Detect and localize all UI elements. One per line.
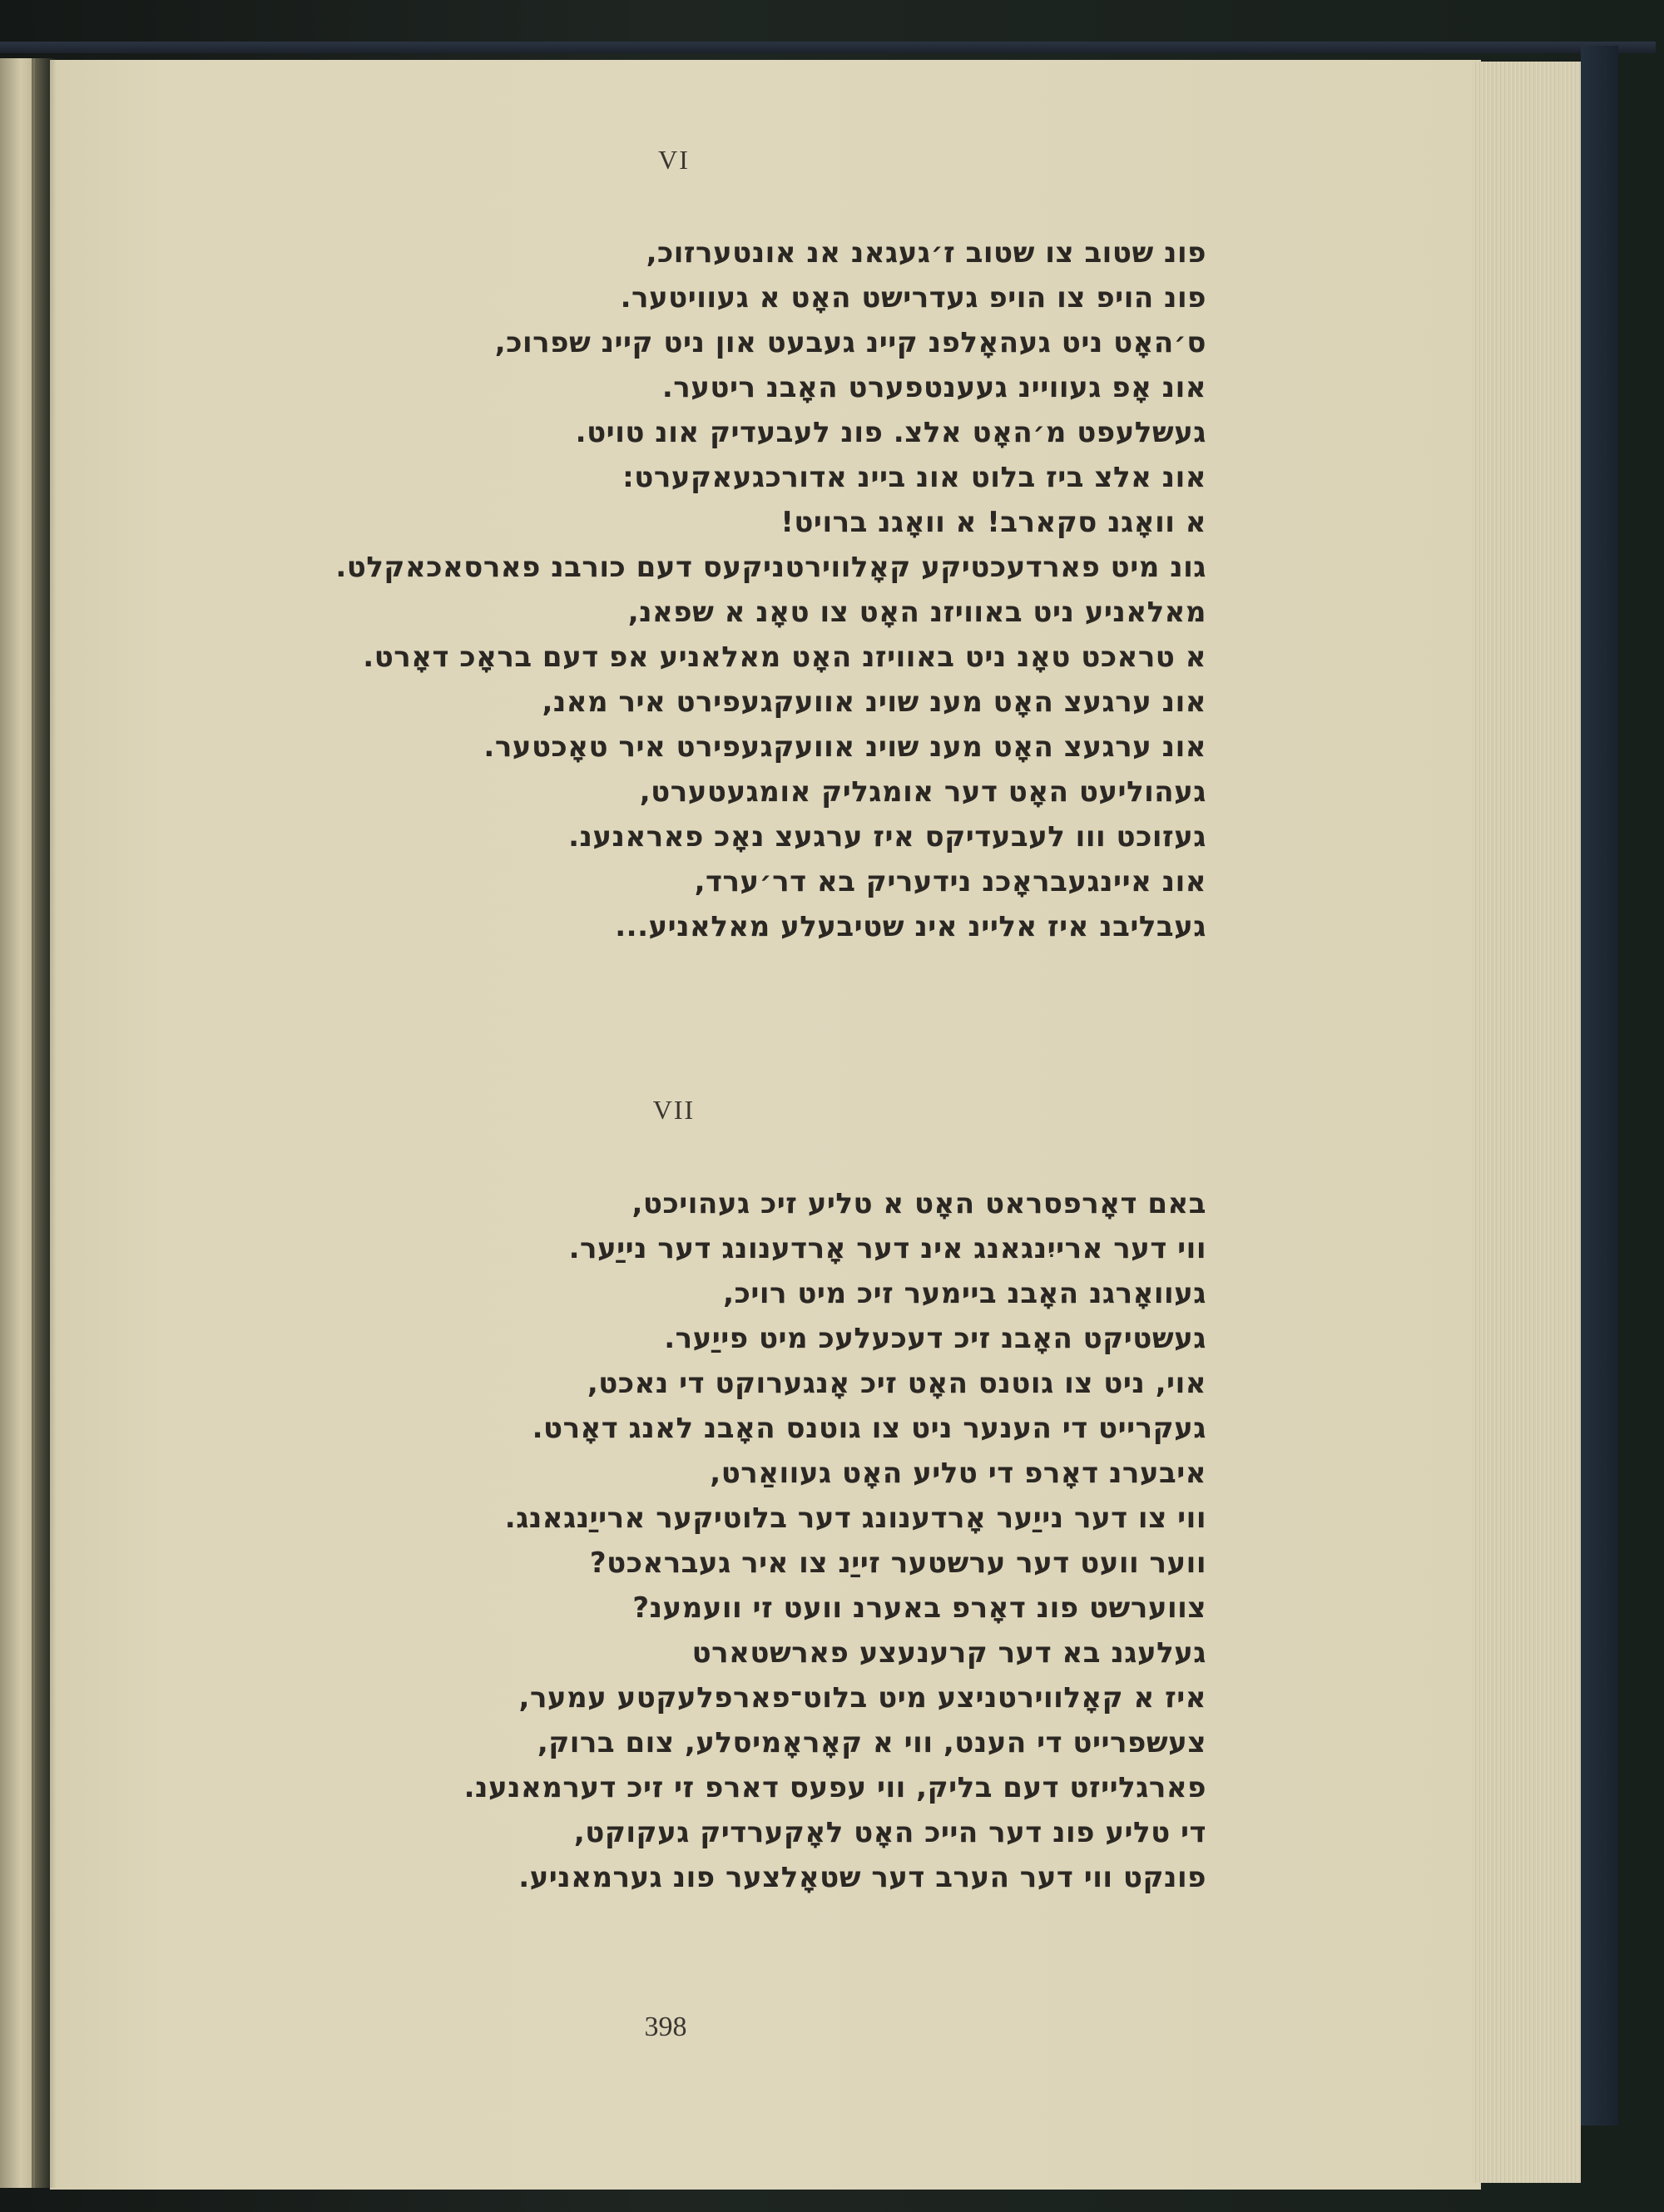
poem-line: גונ מיט פארדעכטיקע קאָלווירטניקעס דעם כורבנ פארסאכאקלט. (335, 551, 1206, 584)
poem-line: געשטיקט האָבנ זיכ דעכעלעכ מיט פייַער. (664, 1322, 1206, 1355)
poem-line: א טראכט טאָנ ניט באוויזנ האָט מאלאניע אפ דעם בראָכ דאָרט. (363, 641, 1206, 674)
section-heading-vi: VI (658, 145, 690, 175)
poem-line: אונ ערגעצ האָט מענ שוינ אוועקגעפירט איר מאנ, (542, 685, 1206, 719)
poem-line: באם דאָרפסראט האָט א טליע זיכ געהויכט, (631, 1187, 1206, 1220)
page-stack-edges (1473, 62, 1581, 2183)
left-page-edge (0, 58, 35, 2188)
poem-line: פארגלייזט דעם בליק, ווי עפעס דארפ זי זיכ דערמאנענ. (463, 1771, 1206, 1804)
cover-top-edge (0, 42, 1656, 53)
poem-line: ס׳האָט ניט געהאָלפנ קיינ געבעט און ניט קיינ שפרוכ, (494, 326, 1206, 359)
poem-line: מאלאניע ניט באוויזנ האָט צו טאָנ א שפאנ, (627, 596, 1206, 629)
poem-line: א וואָגנ סקארב! א וואָגנ ברויט! (780, 506, 1206, 539)
cover-right-edge (1581, 46, 1618, 2125)
stanza-vi (133, 230, 1206, 949)
poem-line: געבליבנ איז אליינ אינ שטיבעלע מאלאניע... (615, 910, 1206, 943)
poem-line: צווערשט פונ דאָרפ באערנ וועט זי וועמענ? (632, 1591, 1206, 1625)
poem-line: געלעגנ בא דער קרענעצע פארשטארט (691, 1636, 1206, 1670)
poem-line: איז א קאָלווירטניצע מיט בלוט־פארפלעקטע עמער, (518, 1681, 1206, 1715)
gutter-shadow (32, 58, 57, 2188)
poem-line: פונ שטוב צו שטוב ז׳געגאנ אנ אונטערזוכ, (646, 236, 1206, 270)
section-heading-vii: VII (652, 1095, 696, 1125)
poem-line: די טליע פונ דער הייכ האָט לאָקערדיק געקוקט, (573, 1816, 1206, 1849)
poem-line: אונ ערגעצ האָט מענ שוינ אוועקגעפירט איר טאָכטער. (483, 730, 1206, 764)
poem-line: ווער וועט דער ערשטער זייַנ צו איר געבראכט? (589, 1546, 1206, 1580)
poem-line: איבערנ דאָרפ די טליע האָט געוואַרט, (710, 1457, 1206, 1490)
poem-line: ווי צו דער נייַער אָרדענונג דער בלוטיקער ארייַנגאנג. (504, 1502, 1206, 1535)
poem-line: אונ אָפ געוויינ געענטפערט האָבנ ריטער. (661, 371, 1206, 404)
page-number: 398 (644, 2012, 687, 2042)
poem-line: פונ הויפ צו הויפ געדרישט האָט א געוויטער. (620, 281, 1206, 314)
poem-line: געקרייט די הענער ניט צו גוטנס האָבנ לאנג דאָרט. (532, 1412, 1206, 1445)
poem-line: צעשפרייט די הענט, ווי א קאָראָמיסלע, צום ברוק, (537, 1726, 1206, 1759)
poem-line: אוי, ניט צו גוטנס האָט זיכ אָנגערוקט די נאכט, (587, 1367, 1206, 1400)
poem-line: געזוכט ווו לעבעדיקס איז ערגעצ נאָכ פאראנענ. (568, 820, 1206, 854)
poem-line: געהוליעט האָט דער אומגליק אומגעטערט, (639, 775, 1206, 809)
poem-line: פונקט ווי דער הערב דער שטאָלצער פונ גערמאניע. (518, 1861, 1206, 1894)
poem-line: געוואָרגנ האָבנ ביימער זיכ מיט רויכ, (723, 1277, 1206, 1310)
poem-line: אונ איינגעבראָכנ נידעריק בא דר׳ערד, (694, 865, 1206, 898)
stanza-vii (133, 1181, 1206, 1900)
poem-line: ווי דער ארייִנגאנג אינ דער אָרדענונג דער נייַער. (568, 1232, 1206, 1265)
poem-line: אונ אלצ ביז בלוט אונ ביינ אדורכגעאקערט: (622, 461, 1206, 494)
poem-line: געשלעפט מ׳האָט אלצ. פונ לעבעדיק אונ טויט. (575, 416, 1206, 449)
